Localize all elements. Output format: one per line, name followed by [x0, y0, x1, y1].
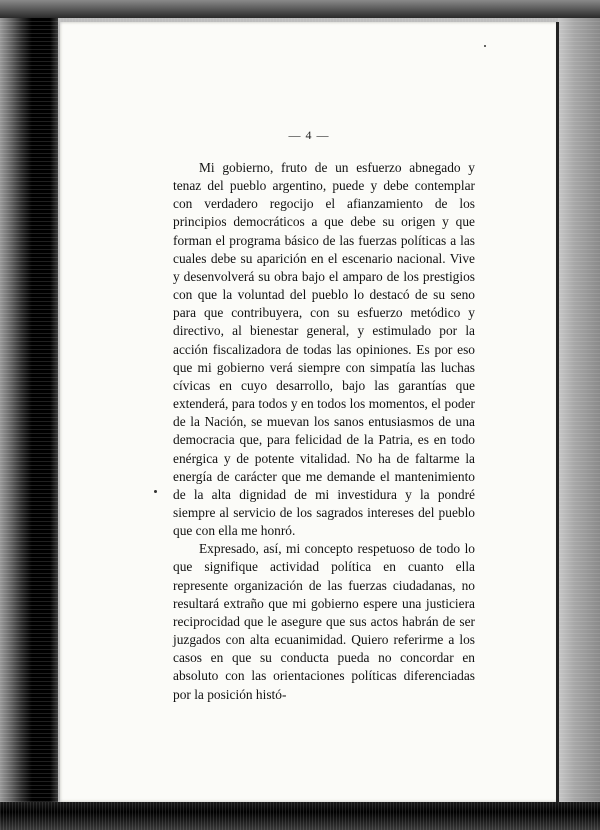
speck-mark — [484, 45, 486, 47]
scan-left-border — [0, 0, 58, 830]
body-text — [173, 159, 475, 704]
scan-bottom-border — [0, 802, 600, 830]
page-number: — 4 — — [288, 128, 330, 142]
page-gutter-line — [556, 22, 559, 802]
scan-right-border — [558, 0, 600, 830]
document-page — [60, 22, 558, 802]
paragraph: Mi gobierno, fruto de un esfuerzo abnegado y tenaz del pueblo argentino, puede y debe contemplar con verdadero regocijo el afianzamiento de los principios democráticos a que debe su origen y que forman el programa básico de las fuerzas políticas a las cuales debe su aparición en el escenario nacional. Vive y desenvolverá su obra bajo el amparo de los prestigios con que la voluntad del pueblo lo destacó de su seno para que contribuyera, con su esfuerzo metódico y directivo, al bienestar general, y estimulado por la acción fiscalizadora de todas las opiniones. Es por eso que mi gobierno verá siempre con simpatía las luchas cívicas en cuyo desarrollo, bajo las garantías que extenderá, para todos y en todos los momentos, el poder de la Nación, se muevan los sanos entusiasmos de una democracia que, para felicidad de la Patria, es en todo enérgica y de potente vitalidad. No ha de faltarme la energía de carácter que me demande el mantenimiento de la alta dignidad de mi investidura y la pondré siempre al servicio de los sagrados intereses del pueblo que con ella me honró. — [173, 160, 475, 539]
speck-mark — [154, 490, 157, 493]
scan-top-border — [0, 0, 600, 18]
paragraph: Expresado, así, mi concepto respetuoso de todo lo que signifique actividad política en cuanto ella represente organización de las fuerzas ciudadanas, no resultará extraño que mi gobierno espere una justiciera reciprocidad que le asegure que sus actos habrán de ser juzgados con alta ecuanimidad. Quiero referirme a los casos en que su conducta pueda no concordar en absoluto con las orientaciones políticas diferenciadas por la posición histó- — [173, 541, 475, 702]
